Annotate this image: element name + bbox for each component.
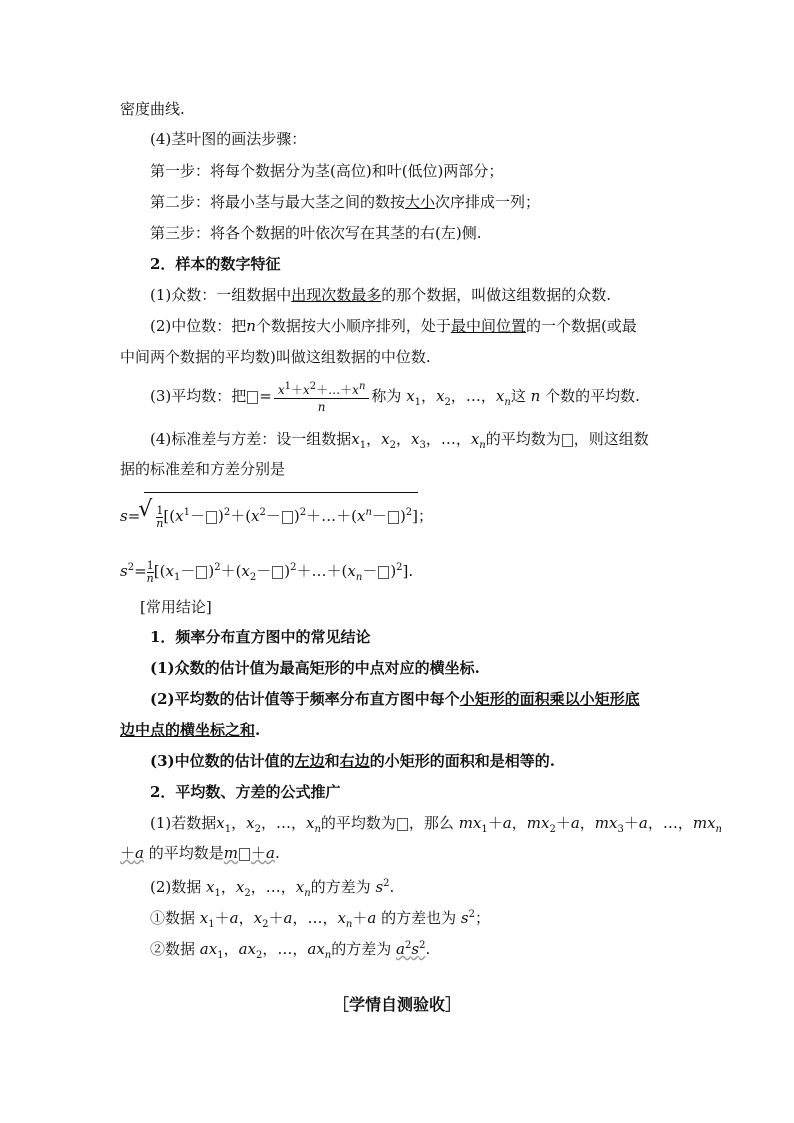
variance-rule-two: ②数据 $ax_1$，$ax_2$，…，$ax_n$的方差为 $a^2s^2$.: [150, 940, 431, 961]
text-line: 据的标准差和方差分别是: [120, 460, 286, 478]
xbar-icon: [397, 818, 408, 831]
median-definition: (2)中位数：把n个数据按大小顺序排列，处于最中间位置的一个数据(或最: [150, 317, 637, 335]
step-two: 第二步：将最小茎与最大茎之间的数按大小次序排成一列；: [150, 193, 541, 211]
conclusion-mean: (2)平均数的估计值等于频率分布直方图中每个小矩形的面积乘以小矩形底: [150, 690, 640, 708]
variance-rule-one: ①数据 $x_1+a$，$x_2+a$，…，$x_n+a$ 的方差也为 $s^2$；: [150, 909, 491, 930]
xbar-icon: [247, 391, 258, 404]
mean-definition: (3)平均数：把 = $\frac{x^1+x^2+\dots+x^n}{n}$ 称为 $x_1$，$x_2$，…，$x_n$这 n 个数的平均数.: [150, 381, 640, 414]
std-formula: s= √ $\frac{1}{n}[(x^1- )^2+(x^2-$ )$^2+\dots+(x^n- )^2$]；: [120, 492, 433, 536]
section-heading: 2．平均数、方差的公式推广: [150, 783, 341, 801]
mean-generalization: (1)若数据$x_1$，$x_2$，…，$x_n$的平均数为 ，那么 $mx_1+a$，$mx_2+a$，$mx_3+a$，…，$mx_n$: [150, 814, 722, 835]
section-heading: 1．频率分布直方图中的常见结论: [150, 628, 371, 646]
heading-stem-leaf: (4)茎叶图的画法步骤：: [150, 130, 307, 148]
variance-generalization: (2)数据 $x_1$，$x_2$，…，$x_n$的方差为 $s^2$.: [150, 878, 395, 899]
conclusion-mode: (1)众数的估计值为最高矩形的中点对应的横坐标.: [150, 659, 480, 677]
common-conclusions-heading: [常用结论]: [140, 598, 212, 616]
text-line: 边中点的横坐标之和.: [120, 721, 261, 739]
section-heading: 2．样本的数字特征: [150, 255, 281, 273]
text-line: ＋a 的平均数是m ＋a.: [120, 844, 280, 862]
section-footer-title: ［学情自测验收］: [332, 995, 461, 1014]
std-definition: (4)标准差与方差：设一组数据$x_1$，$x_2$，$x_3$，…，$x_n$的平均数为 ，则这组数: [150, 430, 649, 451]
variance-formula: $s^2=$ $\frac{1}{n}[(x_1- )^2+(x_2-$ )$^2+\dots+(x_n- )^2$].: [120, 558, 414, 585]
sqrt-sign: √ $\frac{1}{n}[(x^1- )^2+(x^2-$ )$^2+\dots+(x^n- )^2$]: [144, 492, 418, 536]
step-three: 第三步：将各个数据的叶依次写在其茎的右(左)侧.: [150, 224, 482, 242]
mean-fraction: $\frac{x^1+x^2+\dots+x^n}{n}$: [274, 379, 370, 415]
mode-definition: (1)众数：一组数据中出现次数最多的那个数据，叫做这组数据的众数.: [150, 286, 612, 304]
conclusion-median: (3)中位数的估计值的左边和右边的小矩形的面积和是相等的.: [150, 752, 555, 770]
text-line: 密度曲线.: [120, 100, 185, 118]
text-line: 中间两个数据的平均数)叫做这组数据的中位数.: [120, 348, 431, 366]
xbar-icon: [562, 434, 573, 447]
step-one: 第一步：将每个数据分为茎(高位)和叶(低位)两部分；: [150, 162, 504, 180]
